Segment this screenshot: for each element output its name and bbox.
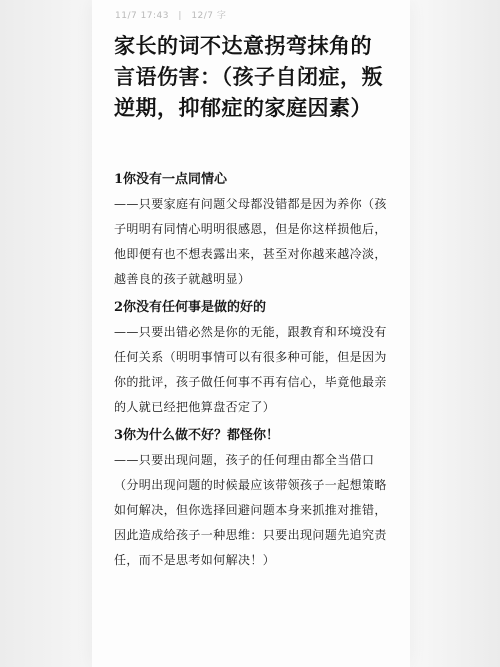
article-title: 家长的词不达意拐弯抹角的言语伤害：（孩子自闭症，叛逆期，抑郁症的家庭因素） xyxy=(114,33,383,120)
section-heading: 2你没有任何事是做的好的 xyxy=(114,300,267,315)
section-body: ——只要家庭有问题父母都没错都是因为养你（孩子明明有同情心明明很感恩，但是你这样损他后，他即便有也不想表露出来，甚至对你越来越冷淡，越善良的孩子就越明显） xyxy=(114,197,387,286)
status-separator: | xyxy=(178,11,182,21)
article-content xyxy=(114,168,392,577)
section-3 xyxy=(114,424,392,573)
section-heading: 1你没有一点同情心 xyxy=(114,172,228,187)
note-status-bar xyxy=(115,8,232,21)
note-date-time: 11/7 17:43 xyxy=(115,11,170,21)
word-count: 12/7 字 xyxy=(191,11,227,21)
section-body: ——只要出现问题，孩子的任何理由都全当借口（分明出现问题的时候最应该带领孩子一起想策略如何解决，但你选择回避问题本身来抓推对推错，因此造成给孩子一种思维：只要出现问题先追究责任，而不是思考如何解决！） xyxy=(114,453,387,567)
section-1 xyxy=(114,168,392,292)
section-heading: 3你为什么做不好？都怪你！ xyxy=(114,428,280,443)
section-body: ——只要出错必然是你的无能，跟教育和环境没有任何关系（明明事情可以有很多种可能，但是因为你的批评，孩子做任何事不再有信心，毕竟他最亲的人就已经把他算盘否定了） xyxy=(114,325,387,414)
section-2 xyxy=(114,296,392,420)
